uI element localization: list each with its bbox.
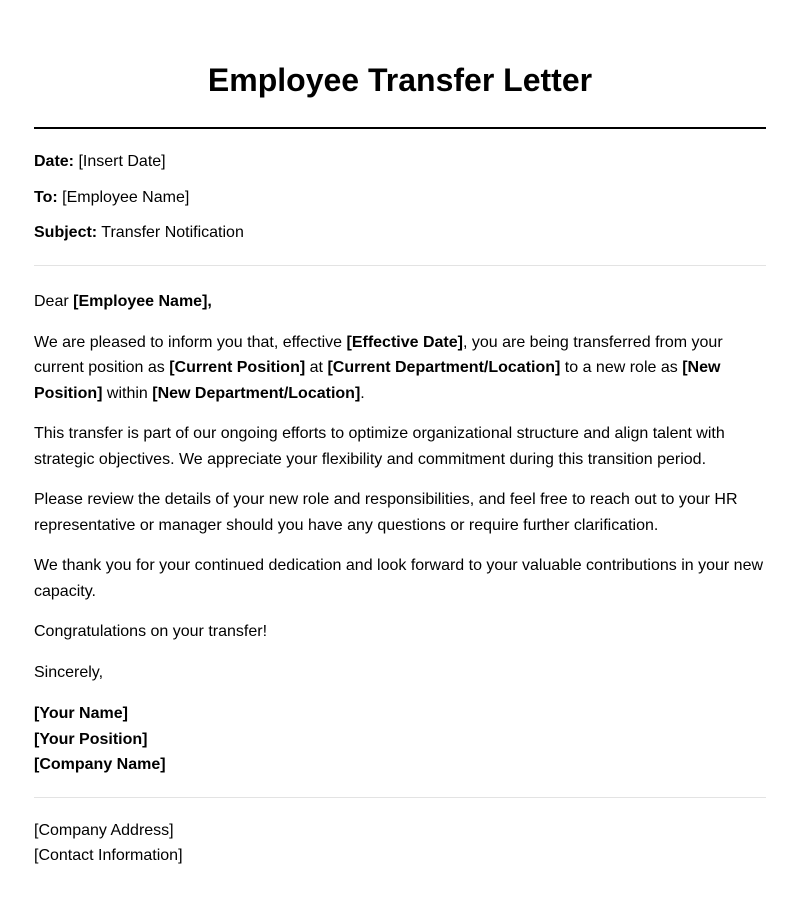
subject-value: Transfer Notification [101, 224, 244, 241]
date-label: Date: [34, 153, 75, 170]
paragraph-text: within [106, 384, 148, 402]
contact-information: [Contact Information] [34, 847, 183, 864]
salutation-prefix: Dear [34, 293, 69, 310]
signature-position: [Your Position] [34, 730, 148, 748]
paragraph-thanks: We thank you for your continued dedication and look forward to your valuable contributions in your new capacity. [34, 557, 764, 600]
current-department-placeholder: [Current Department/Location] [327, 359, 561, 376]
new-position-placeholder: [New Position] [34, 359, 721, 402]
title-divider [34, 127, 766, 129]
letter-meta [34, 152, 766, 243]
effective-date-placeholder: [Effective Date] [346, 333, 463, 351]
paragraph-text: at [309, 359, 323, 376]
subject-line [34, 223, 766, 243]
header-divider [34, 265, 766, 266]
paragraph-purpose: This transfer is part of our ongoing efforts to optimize organizational structure and align talent with strategic objectives. We appreciate your flexibility and commitment during this transition period. [34, 425, 725, 468]
paragraph-text: We are pleased to inform you that, effective [34, 333, 343, 351]
to-label: To: [34, 188, 58, 206]
footer-divider [34, 797, 766, 798]
to-line [34, 188, 766, 208]
signature-company: [Company Name] [34, 756, 166, 773]
salutation [34, 289, 766, 315]
paragraph-congratulations: Congratulations on your transfer! [34, 623, 268, 640]
signature-name: [Your Name] [34, 705, 128, 722]
subject-label: Subject: [34, 224, 98, 241]
new-department-placeholder: [New Department/Location] [152, 384, 361, 402]
paragraph-review: Please review the details of your new role and responsibilities, and feel free to reach out to your HR representative or manager should you have any questions or require further clarification. [34, 491, 738, 534]
paragraph-text: to a new role as [564, 359, 678, 376]
page-title: Employee Transfer Letter [207, 62, 593, 98]
date-value: [Insert Date] [78, 153, 166, 170]
letter-footer [34, 818, 766, 869]
company-address: [Company Address] [34, 821, 174, 839]
paragraph-transfer-details [34, 330, 766, 407]
paragraph-text: , you are being transferred from your current position as [34, 333, 723, 376]
closing: Sincerely, [34, 663, 104, 681]
salutation-name: [Employee Name], [73, 293, 212, 310]
letter-body [34, 289, 766, 778]
to-value: [Employee Name] [62, 188, 190, 206]
date-line [34, 152, 766, 172]
current-position-placeholder: [Current Position] [169, 359, 306, 376]
paragraph-text: . [360, 384, 365, 402]
signature-block [34, 701, 766, 778]
